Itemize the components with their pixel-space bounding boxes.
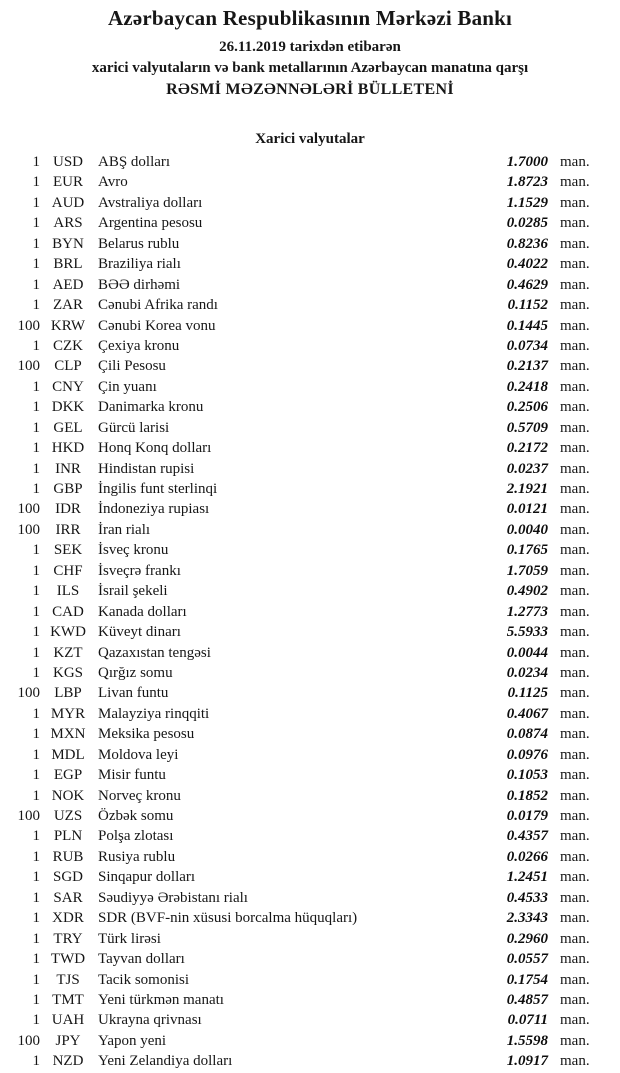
rate-value: 0.4629 [506, 276, 548, 293]
rate-value: 0.8236 [506, 235, 548, 252]
rate-row [0, 683, 620, 703]
page-title: Azərbaycan Respublikasının Mərkəzi Bankı [107, 6, 513, 30]
rate-row [0, 643, 620, 663]
rate-row [0, 929, 620, 949]
rate-value: 0.1852 [506, 787, 548, 804]
rate-nominal: 100 [17, 358, 40, 375]
currency-name: İndoneziya rupiası [98, 501, 210, 518]
currency-code: XDR [52, 910, 84, 927]
rate-value: 0.2960 [506, 930, 548, 947]
rate-nominal: 1 [32, 951, 40, 968]
rate-nominal: 1 [32, 930, 40, 947]
currency-code: BYN [52, 235, 84, 252]
rate-nominal: 100 [17, 685, 40, 702]
rate-unit-label: man. [560, 378, 590, 395]
rate-unit-label: man. [560, 1053, 590, 1070]
rate-row [0, 213, 620, 233]
rate-unit-label: man. [560, 562, 590, 579]
rate-value: 0.0557 [506, 951, 548, 968]
currency-name: Küveyt dinarı [98, 624, 181, 641]
rate-unit-label: man. [560, 583, 590, 600]
currency-code: INR [55, 460, 81, 477]
currency-code: CLP [54, 358, 82, 375]
rate-unit-label: man. [560, 194, 590, 211]
currency-name: Avstraliya dolları [98, 194, 203, 211]
rate-nominal: 1 [32, 583, 40, 600]
rate-unit-label: man. [560, 1032, 590, 1049]
rate-unit-label: man. [560, 256, 590, 273]
rate-value: 0.1152 [507, 297, 548, 314]
currency-code: RUB [52, 848, 84, 865]
rate-nominal: 1 [32, 664, 40, 681]
rate-value: 1.7000 [506, 154, 548, 170]
rate-unit-label: man. [560, 889, 590, 906]
currency-name: Gürcü larisi [98, 419, 170, 436]
rate-value: 0.0237 [506, 460, 548, 477]
currency-code: JPY [55, 1032, 81, 1049]
currency-name: Honq Konq dolları [98, 440, 212, 457]
rate-row [0, 172, 620, 192]
rate-value: 1.1529 [506, 194, 548, 211]
rate-unit-label: man. [560, 542, 590, 559]
currency-code: CAD [52, 603, 84, 620]
currency-name: Braziliya rialı [98, 256, 181, 273]
rate-unit-label: man. [560, 971, 590, 988]
currency-code: LBP [54, 685, 82, 702]
rate-unit-label: man. [560, 481, 590, 497]
rate-row [0, 1010, 620, 1030]
currency-code: TJS [56, 971, 80, 988]
currency-code: EGP [53, 767, 83, 784]
currency-code: UAH [51, 1012, 85, 1029]
currency-code: EUR [53, 174, 83, 191]
rate-unit-label: man. [560, 215, 590, 232]
currency-name: Belarus rublu [98, 235, 180, 252]
rate-row [0, 254, 620, 274]
rate-row [0, 867, 620, 887]
rate-value: 0.0874 [506, 726, 548, 743]
rate-row [0, 826, 620, 846]
currency-name: Qırğız somu [98, 664, 173, 681]
currency-name: Avro [98, 174, 128, 191]
rate-value: 2.3343 [506, 910, 548, 927]
currency-code: CHF [53, 562, 83, 579]
rate-row [0, 336, 620, 356]
rate-row [0, 847, 620, 867]
rate-value: 0.4067 [506, 705, 548, 722]
rate-row [0, 152, 620, 172]
currency-code: NOK [51, 787, 85, 804]
currency-code: PLN [53, 828, 83, 845]
rate-row [0, 520, 620, 540]
rate-row [0, 908, 620, 928]
rate-nominal: 1 [32, 542, 40, 559]
rate-row [0, 806, 620, 826]
currency-name: Moldova leyi [98, 746, 179, 763]
rate-row [0, 193, 620, 213]
rate-nominal: 1 [32, 419, 40, 436]
rate-value: 2.1921 [506, 481, 548, 497]
rate-unit-label: man. [560, 337, 590, 354]
rate-value: 0.1125 [507, 685, 548, 702]
rate-unit-label: man. [560, 358, 590, 375]
rate-unit-label: man. [560, 501, 590, 518]
currency-name: Çili Pesosu [98, 358, 166, 375]
rate-nominal: 1 [32, 276, 40, 293]
currency-name: Argentina pesosu [98, 215, 203, 232]
rate-nominal: 1 [32, 440, 40, 457]
currency-name: Livan funtu [98, 685, 169, 702]
rate-nominal: 1 [32, 1053, 40, 1070]
currency-name: Qazaxıstan tengəsi [98, 644, 211, 661]
rate-unit-label: man. [560, 828, 590, 845]
currency-code: SAR [53, 889, 83, 906]
rate-row [0, 561, 620, 581]
bulletin-subtitle: xarici valyutaların və bank metallarının Azərbaycan manatına qarşı [91, 60, 529, 76]
rate-value: 0.0711 [507, 1012, 548, 1029]
rate-unit-label: man. [560, 317, 590, 334]
rate-value: 1.0917 [506, 1053, 548, 1070]
rate-nominal: 1 [32, 603, 40, 620]
currency-name: Tacik somonisi [98, 971, 190, 988]
currency-name: Yapon yeni [98, 1032, 167, 1049]
rate-nominal: 1 [32, 726, 40, 743]
rate-value: 0.1445 [506, 317, 548, 334]
rate-row [0, 1031, 620, 1051]
rate-row [0, 888, 620, 908]
currency-code: TRY [53, 930, 83, 947]
rate-row [0, 316, 620, 336]
currency-name: Malayziya rinqqiti [98, 705, 210, 722]
currency-code: SGD [52, 869, 83, 886]
currency-name: Çin yuanı [98, 378, 157, 395]
rate-value: 0.1053 [506, 767, 548, 784]
rate-nominal: 1 [32, 624, 40, 641]
rate-unit-label: man. [560, 951, 590, 968]
currency-name: Özbək somu [98, 808, 174, 824]
currency-name: Hindistan rupisi [98, 460, 195, 477]
rate-row [0, 499, 620, 519]
rate-value: 0.4533 [506, 889, 548, 906]
currency-code: AED [52, 276, 84, 293]
rate-unit-label: man. [560, 910, 590, 927]
rate-unit-label: man. [560, 399, 590, 416]
rate-nominal: 1 [32, 562, 40, 579]
rate-nominal: 1 [32, 705, 40, 722]
rate-unit-label: man. [560, 1012, 590, 1029]
rate-nominal: 1 [32, 215, 40, 232]
currency-code: TWD [50, 951, 86, 968]
rate-nominal: 1 [32, 1012, 40, 1029]
rate-value: 0.4022 [506, 256, 548, 273]
rate-row [0, 275, 620, 295]
currency-code: KRW [50, 317, 86, 334]
rate-row [0, 540, 620, 560]
rate-unit-label: man. [560, 746, 590, 763]
currency-name: Ukrayna qrivnası [98, 1012, 202, 1029]
rate-row [0, 356, 620, 376]
currency-code: ARS [53, 215, 83, 232]
currency-code: KZT [53, 644, 83, 661]
rate-row [0, 459, 620, 479]
rate-value: 0.2506 [506, 399, 548, 416]
rate-row [0, 949, 620, 969]
rate-value: 0.0285 [506, 215, 548, 232]
rate-value: 1.5598 [506, 1032, 548, 1049]
section-title-foreign-currencies: Xarici valyutalar [255, 131, 365, 147]
rate-value: 0.2172 [506, 440, 548, 457]
rate-unit-label: man. [560, 235, 590, 252]
rate-value: 0.0266 [506, 848, 548, 865]
rate-row [0, 622, 620, 642]
rate-value: 0.4902 [506, 583, 548, 600]
rate-unit-label: man. [560, 460, 590, 477]
rate-unit-label: man. [560, 624, 590, 641]
rate-row [0, 479, 620, 499]
rate-value: 0.4857 [506, 991, 548, 1008]
rate-value: 1.8723 [506, 174, 548, 191]
rate-unit-label: man. [560, 174, 590, 191]
rate-row [0, 581, 620, 601]
currency-name: İsveç kronu [98, 542, 169, 559]
rate-unit-label: man. [560, 808, 590, 824]
rate-row [0, 990, 620, 1010]
rate-unit-label: man. [560, 685, 590, 702]
exchange-rates-table [0, 152, 620, 1072]
currency-code: ILS [56, 583, 80, 600]
currency-code: NZD [52, 1053, 84, 1070]
currency-code: MXN [50, 726, 86, 743]
rate-nominal: 1 [32, 460, 40, 477]
currency-name: İsrail şekeli [98, 583, 168, 600]
rate-row [0, 745, 620, 765]
currency-code: ZAR [53, 297, 83, 314]
currency-name: Cənubi Afrika randı [98, 297, 218, 314]
rate-row [0, 295, 620, 315]
rate-row [0, 663, 620, 683]
rate-row [0, 377, 620, 397]
currency-code: HKD [51, 440, 85, 457]
currency-code: KWD [50, 624, 86, 641]
rate-row [0, 724, 620, 744]
currency-name: Çexiya kronu [98, 337, 180, 354]
currency-name: İran rialı [98, 521, 151, 538]
rate-value: 0.0234 [506, 664, 548, 681]
rate-nominal: 1 [32, 869, 40, 886]
rate-value: 0.2418 [506, 378, 548, 395]
currency-code: DKK [51, 399, 85, 416]
rate-unit-label: man. [560, 787, 590, 804]
currency-code: MDL [51, 746, 85, 763]
rate-nominal: 1 [32, 644, 40, 661]
rate-value: 0.4357 [506, 828, 548, 845]
rate-unit-label: man. [560, 869, 590, 886]
rate-nominal: 1 [32, 971, 40, 988]
currency-code: CNY [52, 378, 84, 395]
rate-value: 0.2137 [506, 358, 548, 375]
currency-name: Cənubi Korea vonu [98, 317, 216, 334]
rate-unit-label: man. [560, 644, 590, 661]
rate-nominal: 100 [17, 521, 40, 538]
currency-code: MYR [50, 705, 86, 722]
rate-nominal: 1 [32, 235, 40, 252]
rate-value: 0.5709 [506, 419, 548, 436]
rate-unit-label: man. [560, 726, 590, 743]
rate-value: 0.0044 [506, 644, 548, 661]
rate-nominal: 1 [32, 378, 40, 395]
rate-nominal: 1 [32, 337, 40, 354]
rate-nominal: 100 [17, 808, 40, 824]
rate-nominal: 1 [32, 889, 40, 906]
rate-row [0, 418, 620, 438]
rate-value: 5.5933 [506, 624, 548, 641]
currency-name: Rusiya rublu [98, 848, 176, 865]
rate-nominal: 1 [32, 910, 40, 927]
rate-nominal: 100 [17, 317, 40, 334]
currency-name: Norveç kronu [98, 787, 181, 804]
currency-name: Polşa zlotası [98, 828, 174, 845]
rate-row [0, 397, 620, 417]
bulletin-title: RƏSMİ MƏZƏNNƏLƏRİ BÜLLETENİ [166, 81, 454, 98]
rate-unit-label: man. [560, 521, 590, 538]
currency-name: BƏƏ dirhəmi [98, 276, 181, 293]
rate-nominal: 1 [32, 194, 40, 211]
rate-nominal: 1 [32, 481, 40, 497]
rate-nominal: 1 [32, 256, 40, 273]
currency-name: Yeni türkmən manatı [98, 991, 224, 1008]
currency-code: TMT [52, 991, 84, 1008]
rate-unit-label: man. [560, 705, 590, 722]
rate-row [0, 1051, 620, 1071]
rate-unit-label: man. [560, 664, 590, 681]
currency-name: Danimarka kronu [98, 399, 204, 416]
rate-unit-label: man. [560, 297, 590, 314]
currency-code: CZK [53, 337, 83, 354]
currency-code: UZS [53, 808, 83, 824]
rate-unit-label: man. [560, 603, 590, 620]
rate-nominal: 1 [32, 174, 40, 191]
rate-unit-label: man. [560, 848, 590, 865]
rate-row [0, 765, 620, 785]
rate-nominal: 1 [32, 746, 40, 763]
rate-value: 1.2773 [506, 603, 548, 620]
rate-unit-label: man. [560, 930, 590, 947]
rate-value: 0.0040 [506, 521, 548, 538]
rate-unit-label: man. [560, 991, 590, 1008]
rate-value: 0.0121 [506, 501, 548, 518]
rate-value: 0.1754 [506, 971, 548, 988]
currency-code: IDR [55, 501, 81, 518]
rate-nominal: 100 [17, 1032, 40, 1049]
currency-name: Yeni Zelandiya dolları [98, 1053, 233, 1070]
currency-code: BRL [53, 256, 83, 273]
currency-name: ABŞ dolları [98, 154, 171, 170]
rate-nominal: 1 [32, 767, 40, 784]
rate-unit-label: man. [560, 440, 590, 457]
rate-nominal: 1 [32, 787, 40, 804]
rate-value: 0.0976 [506, 746, 548, 763]
rate-row [0, 438, 620, 458]
currency-code: USD [52, 154, 83, 170]
currency-code: AUD [51, 194, 85, 211]
currency-name: Sinqapur dolları [98, 869, 196, 886]
currency-code: SEK [53, 542, 83, 559]
rate-value: 1.7059 [506, 562, 548, 579]
rate-nominal: 1 [32, 828, 40, 845]
currency-name: Kanada dolları [98, 603, 187, 620]
rate-nominal: 1 [32, 991, 40, 1008]
rate-unit-label: man. [560, 276, 590, 293]
effective-date-line: 26.11.2019 tarixdən etibarən [219, 39, 401, 55]
rate-value: 0.0734 [506, 337, 548, 354]
rate-unit-label: man. [560, 767, 590, 784]
rate-unit-label: man. [560, 419, 590, 436]
currency-name: Türk lirəsi [98, 930, 161, 947]
currency-name: Misir funtu [98, 767, 166, 784]
rate-value: 0.0179 [506, 808, 548, 824]
currency-name: SDR (BVF-nin xüsusi borcalma hüquqları) [98, 910, 358, 927]
currency-name: İsveçrə frankı [98, 562, 181, 579]
rate-value: 1.2451 [506, 869, 548, 886]
currency-name: Səudiyyə Ərəbistanı rialı [98, 889, 248, 906]
currency-code: KGS [52, 664, 83, 681]
rate-row [0, 970, 620, 990]
rate-nominal: 1 [32, 848, 40, 865]
rate-nominal: 100 [17, 501, 40, 518]
rate-row [0, 786, 620, 806]
rate-row [0, 234, 620, 254]
rate-row [0, 602, 620, 622]
rate-nominal: 1 [32, 297, 40, 314]
rate-unit-label: man. [560, 154, 590, 170]
rate-nominal: 1 [32, 154, 40, 170]
rate-row [0, 704, 620, 724]
currency-name: Tayvan dolları [98, 951, 185, 968]
currency-name: İngilis funt sterlinqi [98, 481, 218, 497]
currency-code: GBP [53, 481, 83, 497]
currency-name: Meksika pesosu [98, 726, 195, 743]
rate-nominal: 1 [32, 399, 40, 416]
rate-value: 0.1765 [506, 542, 548, 559]
currency-code: IRR [55, 521, 81, 538]
currency-code: GEL [53, 419, 83, 436]
